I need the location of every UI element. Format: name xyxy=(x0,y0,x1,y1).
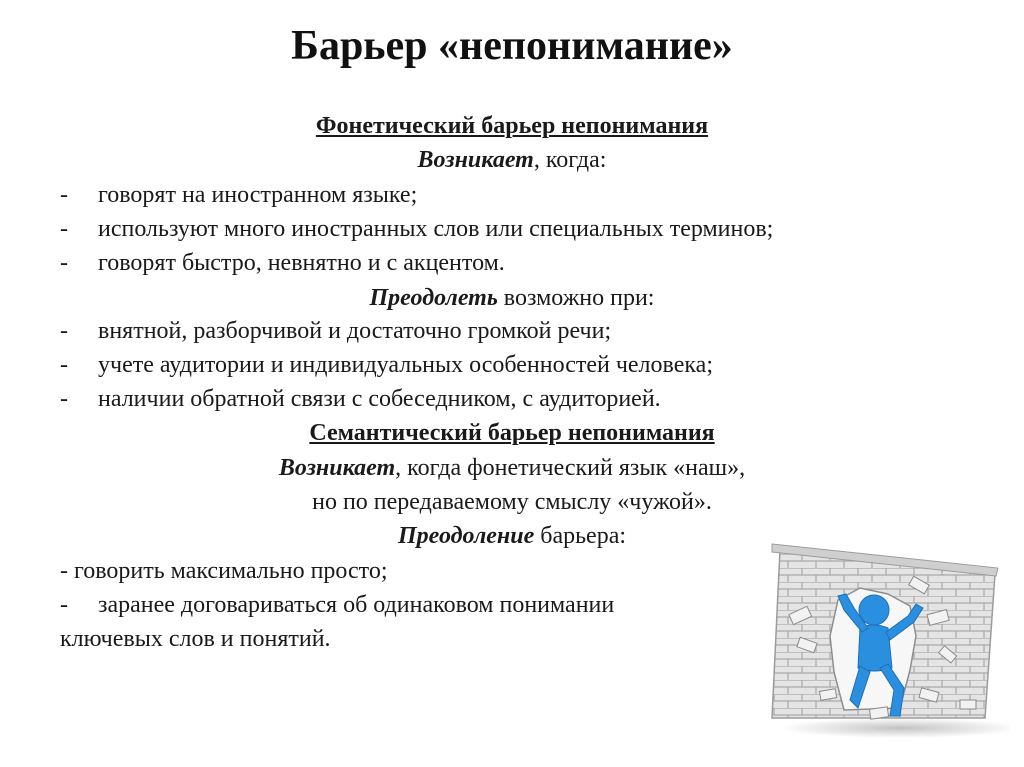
phonetic-cause-3: говорят быстро, невнятно и с акцентом. xyxy=(98,250,505,276)
semantic-heading: Семантический барьер непонимания xyxy=(309,420,715,446)
phonetic-heading: Фонетический барьер непонимания xyxy=(315,113,709,139)
semantic-arises-line2: но по передаваемому смыслу «чужой». xyxy=(312,489,712,515)
bullet-dash: - xyxy=(60,386,68,412)
phonetic-solution-3: наличии обратной связи с собеседником, с аудиторией. xyxy=(98,386,661,412)
semantic-item-1: - говорить максимально просто; xyxy=(60,558,388,584)
bullet-dash: - xyxy=(60,182,68,208)
phonetic-overcome xyxy=(0,283,1024,313)
semantic-arises-keyword: Возникает xyxy=(278,455,396,481)
phonetic-solution-1: внятной, разборчивой и достаточно громкой речи; xyxy=(98,318,612,344)
semantic-item-2: заранее договариваться об одинаковом понимании xyxy=(98,592,615,618)
phonetic-solution-2: учете аудитории и индивидуальных особенностей человека; xyxy=(98,352,713,378)
semantic-overcome-text: барьера: xyxy=(534,523,627,549)
bullet-dash: - xyxy=(60,250,68,276)
semantic-arises xyxy=(0,453,1024,483)
bullet-dash: - xyxy=(60,216,68,242)
semantic-overcome-keyword: Преодоление xyxy=(397,523,535,549)
phonetic-overcome-keyword: Преодолеть xyxy=(369,285,498,311)
floor-shadow xyxy=(780,718,1010,738)
bullet-dash: - xyxy=(60,318,68,344)
bullet-dash: - xyxy=(60,352,68,378)
bullet-dash: - xyxy=(60,592,68,618)
phonetic-cause-1: говорят на иностранном языке; xyxy=(98,182,418,208)
phonetic-overcome-text: возможно при: xyxy=(497,285,655,311)
phonetic-arises-text: , когда: xyxy=(533,147,607,173)
phonetic-cause-2: используют много иностранных слов или специальных терминов; xyxy=(98,216,774,242)
phonetic-arises-keyword: Возникает xyxy=(417,147,534,173)
semantic-arises-text: , когда фонетический язык «наш», xyxy=(395,455,746,481)
semantic-item-2-continued: ключевых слов и понятий. xyxy=(60,626,331,652)
slide-title: Барьер «непонимание» xyxy=(291,23,733,69)
phonetic-arises xyxy=(0,145,1024,175)
wall-breakthrough-illustration xyxy=(760,540,1010,740)
